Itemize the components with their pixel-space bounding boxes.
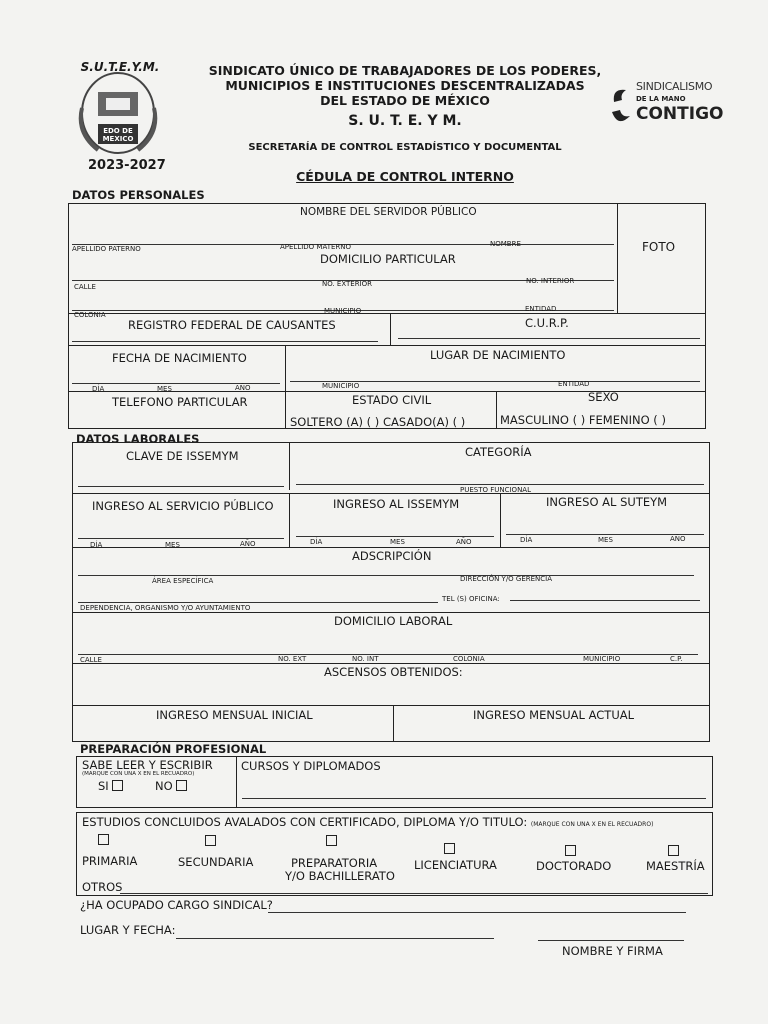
ingreso-actual-label: INGRESO MENSUAL ACTUAL [473, 708, 635, 722]
period: 2023-2027 [88, 158, 166, 173]
lab-municipio-label: MUNICIPIO [583, 655, 621, 663]
tel-oficina-label: TEL (S) OFICINA: [442, 595, 500, 603]
form-title: CÉDULA DE CONTROL INTERNO [296, 169, 514, 184]
cargo-sindical-line[interactable] [268, 912, 686, 913]
cursos-label: CURSOS Y DIPLOMADOS [241, 759, 381, 773]
puesto-label: PUESTO FUNCIONAL [460, 486, 531, 494]
area-label: ÁREA ESPECÍFICA [152, 577, 214, 585]
preparatoria-checkbox[interactable] [326, 835, 337, 846]
secundaria-checkbox[interactable] [205, 835, 216, 846]
calle-label: CALLE [74, 283, 96, 291]
seal-text-2: MEXICO [102, 135, 134, 143]
estado-civil-options[interactable]: SOLTERO (A) ( ) CASADO(A) ( ) [290, 415, 466, 429]
telefono-label: TELEFONO PARTICULAR [112, 395, 248, 409]
primaria-checkbox[interactable] [98, 834, 109, 845]
domicilio-laboral-label: DOMICILIO LABORAL [334, 614, 453, 628]
marque-note: (MARQUE CON UNA X EN EL RECUADRO) [82, 771, 195, 777]
secretaria: SECRETARÍA DE CONTROL ESTADÍSTICO Y DOCUMENTAL [248, 142, 562, 153]
lab-calle-label: CALLE [80, 656, 102, 664]
logo-arc-text: S.U.T.E.Y.M. [80, 60, 160, 74]
lab-dia-1: DÍA [90, 541, 103, 549]
ingreso-suteym-label: INGRESO AL SUTEYM [546, 495, 668, 509]
primaria-label: PRIMARIA [82, 854, 138, 868]
si-option[interactable]: SI [98, 779, 123, 793]
sexo-label: SEXO [588, 390, 619, 404]
lab-mes-2: MES [390, 538, 405, 546]
apellido-paterno-label: APELLIDO PATERNO [72, 245, 141, 253]
photo-label: FOTO [642, 240, 676, 254]
ingreso-servicio-label: INGRESO AL SERVICIO PÚBLICO [92, 499, 274, 513]
laboral-data-box [72, 442, 710, 742]
org-line-1: SINDICATO ÚNICO DE TRABAJADORES DE LOS PODERES, [208, 63, 602, 78]
lab-dia-2: DÍA [310, 538, 323, 546]
nombre-servidor-label: NOMBRE DEL SERVIDOR PÚBLICO [300, 206, 477, 218]
firma-line[interactable] [538, 940, 684, 941]
seal-text-1: EDO DE [103, 127, 133, 135]
lab-cp-label: C.P. [670, 655, 683, 663]
section-datos-personales: DATOS PERSONALES [72, 188, 205, 202]
licenciatura-label: LICENCIATURA [414, 858, 497, 872]
lab-dia-3: DÍA [520, 536, 533, 544]
section-datos-laborales: DATOS LABORALES [76, 432, 200, 446]
ingreso-inicial-label: INGRESO MENSUAL INICIAL [156, 708, 313, 722]
categoria-label: CATEGORÍA [465, 445, 532, 459]
lab-anio-1: AÑO [240, 540, 256, 548]
lab-colonia-label: COLONIA [453, 655, 485, 663]
colonia-label: COLONIA [74, 311, 106, 319]
municipio-nac-label: MUNICIPIO [322, 382, 360, 390]
apellido-materno-label: APELLIDO MATERNO [280, 243, 352, 251]
entidad-nac-label: ENTIDAD [558, 380, 590, 388]
municipio-label: MUNICIPIO [324, 307, 362, 315]
maestria-label: MAESTRÍA [646, 859, 705, 873]
secundaria-label: SECUNDARIA [178, 855, 254, 869]
ascensos-label: ASCENSOS OBTENIDOS: [324, 665, 463, 679]
fecha-nac-label: FECHA DE NACIMIENTO [112, 351, 247, 365]
no-option[interactable]: NO [155, 779, 187, 793]
sexo-options[interactable]: MASCULINO ( ) FEMENINO ( ) [500, 413, 666, 427]
lugar-fecha-line[interactable] [176, 938, 494, 939]
right-logo [608, 80, 724, 130]
estudios-label: ESTUDIOS CONCLUIDOS AVALADOS CON CERTIFICADO, DIPLOMA Y/O TITULO: (MARQUE CON UNA X EN EL RECUADRO) [82, 815, 654, 829]
preparatoria-label-1: PREPARATORIA [291, 856, 378, 870]
nombre-firma-label: NOMBRE Y FIRMA [562, 944, 663, 958]
right-logo-line-1: SINDICALISMO [636, 80, 713, 93]
licenciatura-checkbox[interactable] [444, 843, 455, 854]
section-preparacion: PREPARACIÓN PROFESIONAL [80, 742, 267, 756]
dia-label: DÍA [92, 385, 105, 393]
lab-mes-1: MES [165, 541, 180, 549]
doctorado-label: DOCTORADO [536, 859, 612, 873]
cargo-sindical-label: ¿HA OCUPADO CARGO SINDICAL? [80, 898, 273, 912]
lugar-fecha-label: LUGAR Y FECHA: [80, 923, 176, 937]
otros-label: OTROS [82, 880, 123, 894]
no-checkbox[interactable] [176, 780, 187, 791]
no-exterior-label: NO. EXTERIOR [322, 280, 373, 288]
si-checkbox[interactable] [112, 780, 123, 791]
dependencia-label: DEPENDENCIA, ORGANISMO Y/O AYUNTAMIENTO [80, 604, 251, 612]
lab-anio-2: AÑO [456, 538, 472, 546]
nombre-label: NOMBRE [490, 240, 521, 248]
right-logo-line-3: CONTIGO [636, 104, 724, 124]
hand-icon [608, 82, 634, 128]
domicilio-label: DOMICILIO PARTICULAR [320, 252, 456, 266]
sabe-leer-label: SABE LEER Y ESCRIBIR [82, 758, 213, 772]
estado-civil-label: ESTADO CIVIL [352, 393, 432, 407]
lugar-nac-label: LUGAR DE NACIMIENTO [430, 348, 566, 362]
maestria-checkbox[interactable] [668, 845, 679, 856]
org-line-3: DEL ESTADO DE MÉXICO [320, 93, 490, 108]
doctorado-checkbox[interactable] [565, 845, 576, 856]
entidad-label: ENTIDAD [525, 305, 557, 313]
lab-no-ext-label: NO. EXT [278, 655, 307, 663]
rfc-label: REGISTRO FEDERAL DE CAUSANTES [128, 318, 336, 332]
ingreso-issemym-label: INGRESO AL ISSEMYM [333, 497, 460, 511]
lab-anio-3: AÑO [670, 535, 686, 543]
direccion-label: DIRECCIÓN Y/O GERENCIA [460, 575, 553, 583]
anio-label: AÑO [235, 384, 251, 392]
curp-label: C.U.R.P. [525, 316, 569, 330]
no-interior-label: NO. INTERIOR [526, 277, 575, 285]
preparatoria-label-2: Y/O BACHILLERATO [285, 869, 395, 883]
mes-label: MES [157, 385, 172, 393]
clave-issemym-label: CLAVE DE ISSEMYM [126, 449, 239, 463]
acronym: S. U. T. E. Y M. [348, 113, 462, 129]
org-line-2: MUNICIPIOS E INSTITUCIONES DESCENTRALIZADAS [225, 78, 585, 93]
adscripcion-label: ADSCRIPCIÓN [352, 549, 432, 563]
lab-no-int-label: NO. INT [352, 655, 379, 663]
right-logo-line-2: DE LA MANO [636, 95, 686, 103]
lab-mes-3: MES [598, 536, 613, 544]
